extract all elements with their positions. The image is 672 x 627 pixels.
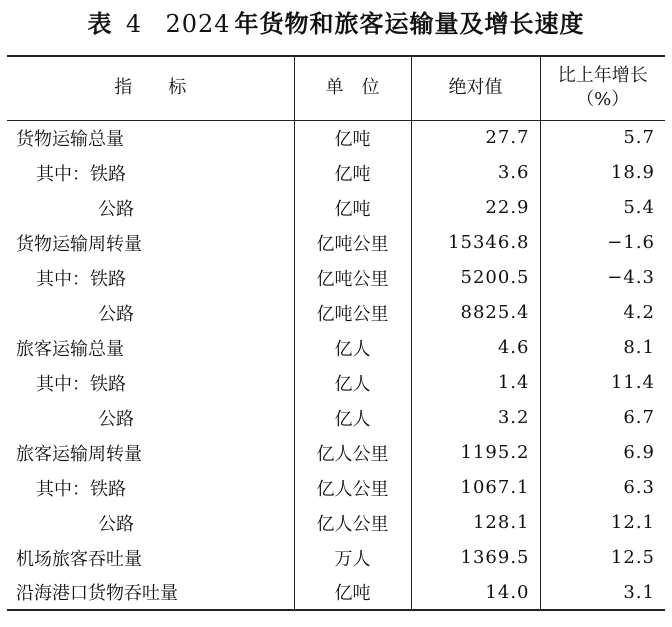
table-row [7,120,665,155]
row-name: 公路 [98,198,134,220]
row-value: 15346.8 [411,225,540,260]
row-growth: −4.3 [540,260,665,295]
row-growth: 8.1 [540,330,665,365]
row-growth: 6.3 [540,470,665,505]
row-growth: 4.2 [540,295,665,330]
table-row [7,540,665,575]
header-growth-line2: （%） [576,89,630,111]
row-unit: 亿人 [294,365,411,400]
table-row [7,295,665,330]
title-year: 2024 [165,10,231,38]
header-indicator: 指 标 [7,56,294,120]
row-name: 沿海港口货物吞吐量 [16,583,178,604]
row-value: 1195.2 [411,435,540,470]
header-row [7,56,665,120]
header-absolute: 绝对值 [411,56,540,120]
row-growth: 5.7 [540,120,665,155]
row-name: 货物运输总量 [16,128,124,150]
row-unit: 万人 [294,540,411,575]
header-growth-line1: 比上年增长 [557,65,648,87]
table-row [7,225,665,260]
row-name: 其中：铁路 [36,268,126,290]
table-title [0,6,672,42]
row-value: 5200.5 [411,260,540,295]
table-row [7,330,665,365]
row-value: 14.0 [411,575,540,610]
table-row [7,575,665,610]
row-unit: 亿吨公里 [294,295,411,330]
row-growth: 5.4 [540,190,665,225]
row-value: 27.7 [411,120,540,155]
row-name: 其中：铁路 [36,478,126,500]
row-name: 旅客运输总量 [16,338,124,360]
row-value: 1067.1 [411,470,540,505]
title-text: 年货物和旅客运输量及增长速度 [234,10,585,38]
row-value: 1.4 [411,365,540,400]
table-row [7,155,665,190]
table-label: 表 [87,10,113,38]
row-name: 公路 [98,303,134,325]
row-value: 128.1 [411,505,540,540]
row-name: 货物运输周转量 [16,233,142,255]
row-name: 其中：铁路 [36,373,126,395]
row-unit: 亿人公里 [294,505,411,540]
row-name: 公路 [98,408,134,430]
row-growth: 3.1 [540,575,665,610]
row-unit: 亿人公里 [294,470,411,505]
table-row [7,365,665,400]
row-growth: 6.7 [540,400,665,435]
row-unit: 亿吨 [294,575,411,610]
row-unit: 亿人 [294,330,411,365]
table-row [7,435,665,470]
table-row [7,400,665,435]
row-growth: 12.1 [540,505,665,540]
header-growth [540,56,665,120]
row-growth: 11.4 [540,365,665,400]
row-growth: 6.9 [540,435,665,470]
table-row [7,190,665,225]
row-name: 其中：铁路 [36,163,126,185]
transport-table [7,55,665,611]
row-unit: 亿吨 [294,155,411,190]
table-row [7,470,665,505]
row-unit: 亿吨公里 [294,260,411,295]
row-value: 1369.5 [411,540,540,575]
table-number: 4 [125,10,143,38]
row-name: 公路 [98,513,134,535]
row-growth: 12.5 [540,540,665,575]
row-name: 机场旅客吞吐量 [16,548,142,570]
row-value: 8825.4 [411,295,540,330]
row-value: 4.6 [411,330,540,365]
header-unit: 单 位 [294,56,411,120]
row-growth: 18.9 [540,155,665,190]
table-row [7,260,665,295]
row-unit: 亿人公里 [294,435,411,470]
row-unit: 亿吨公里 [294,225,411,260]
row-value: 3.6 [411,155,540,190]
row-growth: −1.6 [540,225,665,260]
row-unit: 亿人 [294,400,411,435]
row-name: 旅客运输周转量 [16,443,142,465]
row-value: 3.2 [411,400,540,435]
row-value: 22.9 [411,190,540,225]
table-row [7,505,665,540]
row-unit: 亿吨 [294,120,411,155]
row-unit: 亿吨 [294,190,411,225]
